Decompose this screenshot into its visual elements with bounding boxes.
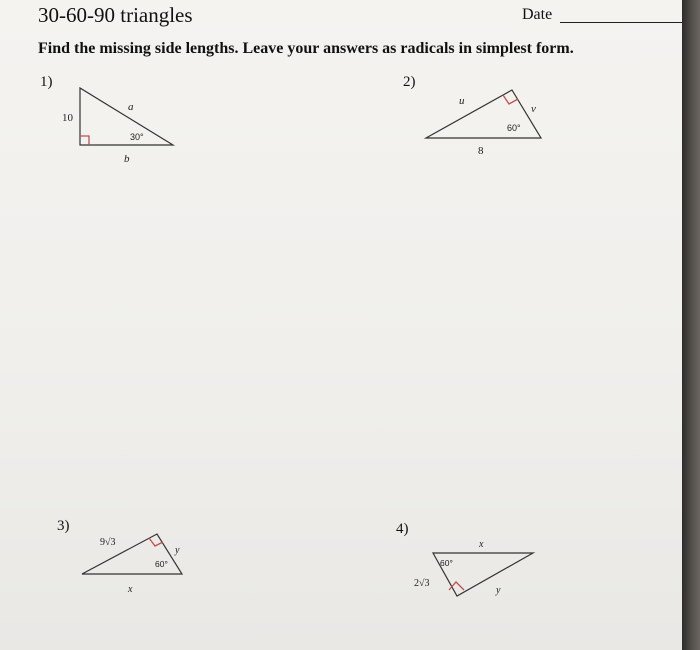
problem-1-number: 1) — [40, 74, 53, 90]
triangle-1 — [62, 88, 173, 165]
triangle-2 — [426, 90, 541, 157]
triangle-1-label-leg-bottom: b — [124, 153, 130, 165]
triangle-4-label-leg-bottom: y — [496, 585, 501, 596]
triangle-1-angle-label: 30° — [130, 132, 144, 142]
triangle-2-angle-label: 60° — [507, 123, 521, 133]
triangle-1-shape — [80, 88, 173, 145]
triangle-2-label-hypotenuse: 8 — [478, 145, 484, 157]
triangle-2-shape — [426, 90, 541, 138]
triangle-2-label-leg-left: u — [459, 95, 465, 107]
problem-4-number: 4) — [396, 521, 409, 537]
triangle-3-angle-label: 60° — [155, 559, 168, 569]
triangle-4-label-leg-left: 2√3 — [414, 578, 430, 589]
triangle-3 — [82, 534, 182, 595]
triangle-4-label-hypotenuse: x — [479, 539, 484, 550]
triangle-4-angle-label: 60° — [440, 558, 453, 568]
triangle-4 — [414, 539, 533, 596]
problem-2-number: 2) — [403, 74, 416, 90]
triangle-1-label-hypotenuse: a — [128, 101, 134, 113]
instructions-text: Find the missing side lengths. Leave your answers as radicals in simplest form. — [38, 40, 574, 57]
triangle-1-right-angle-mark — [80, 136, 89, 145]
date-label: Date — [522, 6, 553, 23]
triangle-3-label-hypotenuse: x — [128, 584, 133, 595]
triangle-3-label-leg-top: 9√3 — [100, 537, 116, 548]
background-edge — [682, 0, 700, 650]
worksheet-title: 30-60-90 triangles — [38, 3, 193, 27]
triangle-2-label-leg-right: v — [531, 103, 536, 115]
problem-3-number: 3) — [57, 518, 70, 534]
triangle-1-label-leg-vertical: 10 — [62, 112, 73, 124]
triangle-3-label-leg-right: y — [175, 545, 180, 556]
